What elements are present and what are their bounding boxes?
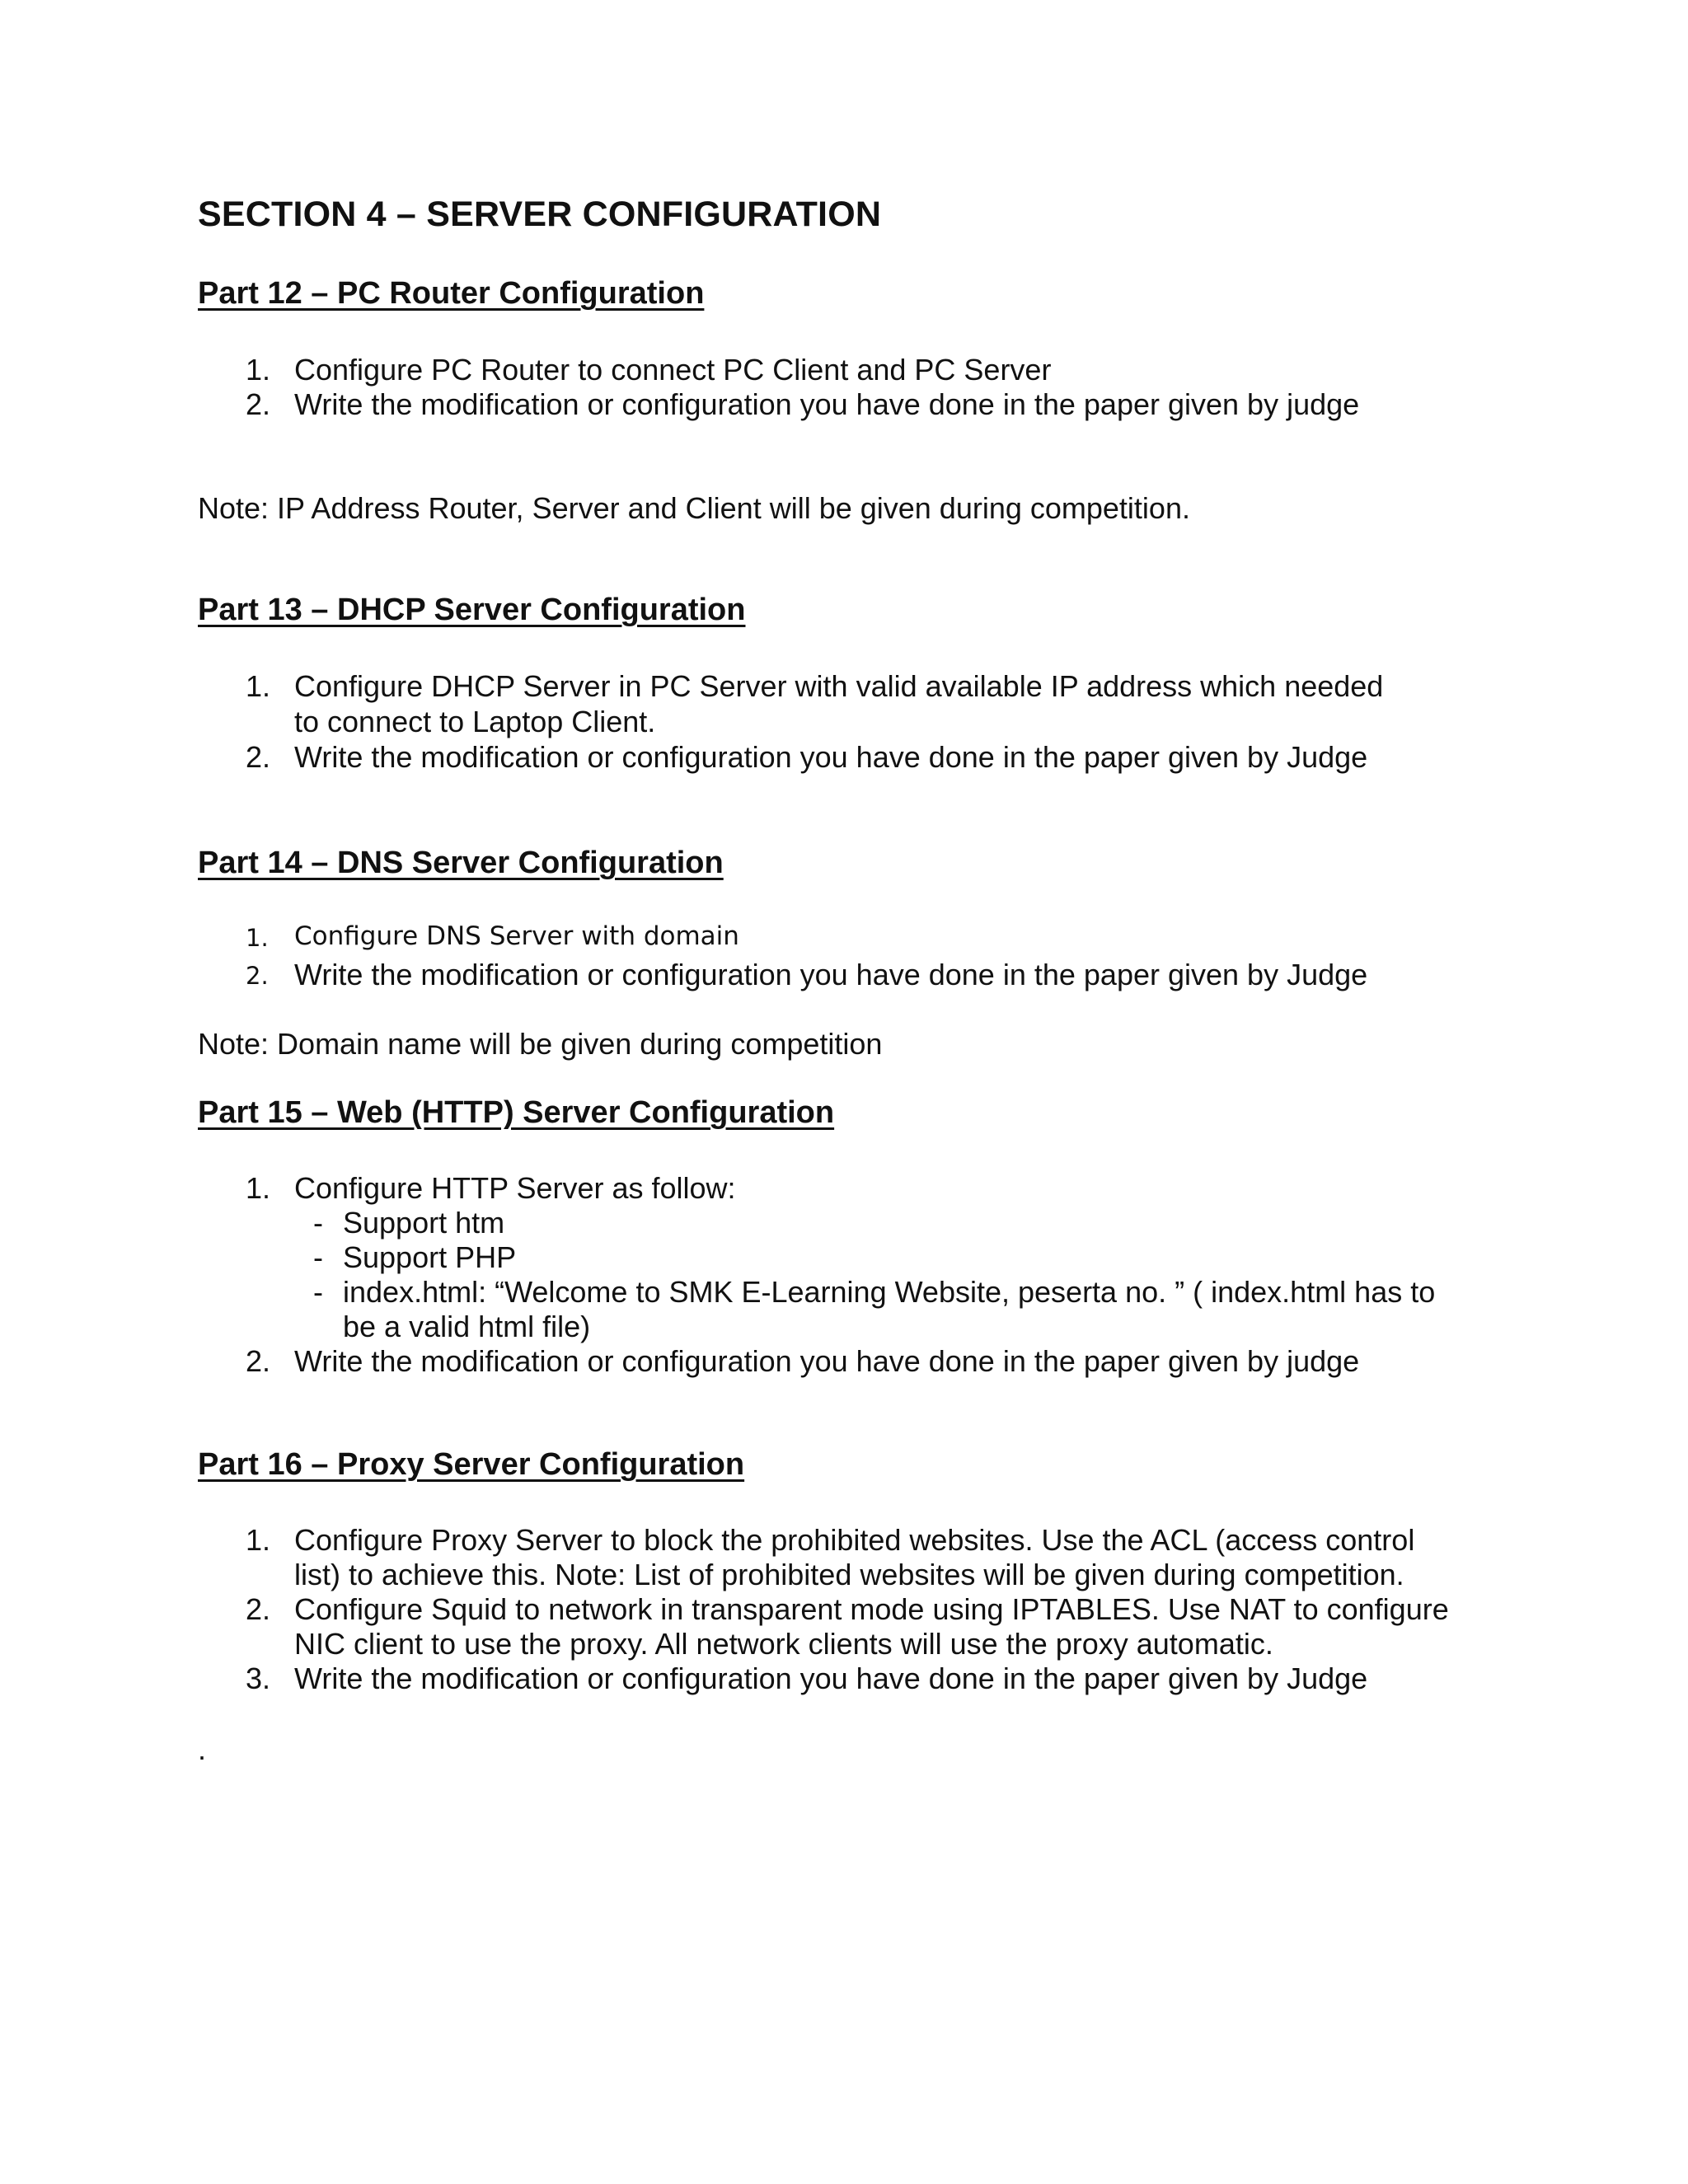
list-item-text: Write the modification or configuration you have done in the paper given by Judge bbox=[294, 1661, 1368, 1695]
part-14-heading: Part 14 – DNS Server Configuration bbox=[198, 846, 724, 880]
list-item-number: 1. bbox=[246, 353, 271, 387]
trailing-period: . bbox=[198, 1732, 207, 1766]
list-item-number: 1. bbox=[246, 1523, 271, 1557]
list-item-number: 3. bbox=[246, 1661, 271, 1695]
part-16-heading: Part 16 – Proxy Server Configuration bbox=[198, 1447, 745, 1482]
list-item-number: 2. bbox=[246, 962, 269, 990]
sub-item-text-continued: be a valid html file) bbox=[343, 1310, 591, 1343]
list-item-number: 1. bbox=[246, 1171, 271, 1205]
list-item-text: Write the modification or configuration you have done in the paper given by Judge bbox=[294, 958, 1368, 991]
section-title: SECTION 4 – SERVER CONFIGURATION bbox=[198, 194, 882, 234]
list-item-text-continued: to connect to Laptop Client. bbox=[294, 705, 656, 738]
list-item-number: 2. bbox=[246, 387, 271, 421]
list-item-text: Write the modification or configuration you have done in the paper given by judge bbox=[294, 1344, 1360, 1378]
list-item-text-continued: list) to achieve this. Note: List of prohibited websites will be given during competition. bbox=[294, 1558, 1404, 1591]
list-item-number: 1. bbox=[246, 669, 271, 703]
list-item-text: Configure DHCP Server in PC Server with valid available IP address which needed bbox=[294, 669, 1384, 703]
part-15-heading: Part 15 – Web (HTTP) Server Configuration bbox=[198, 1095, 835, 1130]
sub-item-text: index.html: “Welcome to SMK E-Learning Website, peserta no. ” ( index.html has to bbox=[343, 1275, 1436, 1309]
list-item-text: Write the modification or configuration you have done in the paper given by Judge bbox=[294, 740, 1368, 774]
list-item-text: Configure PC Router to connect PC Client and PC Server bbox=[294, 353, 1052, 387]
list-item-number: 2. bbox=[246, 1592, 271, 1626]
list-item-text: Configure Proxy Server to block the prohibited websites. Use the ACL (access control bbox=[294, 1523, 1415, 1557]
note-text: Note: IP Address Router, Server and Client will be given during competition. bbox=[198, 491, 1190, 525]
list-item-text: Write the modification or configuration you have done in the paper given by judge bbox=[294, 387, 1360, 421]
list-item-number: 1. bbox=[246, 924, 269, 952]
list-item-text: Configure DNS Server with domain bbox=[294, 921, 739, 951]
sub-item-dash: - bbox=[313, 1206, 323, 1240]
sub-item-dash: - bbox=[313, 1275, 323, 1309]
list-item-number: 2. bbox=[246, 1344, 271, 1378]
sub-item-dash: - bbox=[313, 1240, 323, 1274]
list-item-number: 2. bbox=[246, 740, 271, 774]
part-12-heading: Part 12 – PC Router Configuration bbox=[198, 276, 705, 311]
sub-item-text: Support PHP bbox=[343, 1240, 517, 1274]
part-13-heading: Part 13 – DHCP Server Configuration bbox=[198, 593, 746, 627]
note-text: Note: Domain name will be given during competition bbox=[198, 1027, 883, 1061]
sub-item-text: Support htm bbox=[343, 1206, 505, 1240]
list-item-text: Configure Squid to network in transparent mode using IPTABLES. Use NAT to configure bbox=[294, 1592, 1449, 1626]
list-item-text: Configure HTTP Server as follow: bbox=[294, 1171, 736, 1205]
list-item-text-continued: NIC client to use the proxy. All network clients will use the proxy automatic. bbox=[294, 1627, 1273, 1661]
